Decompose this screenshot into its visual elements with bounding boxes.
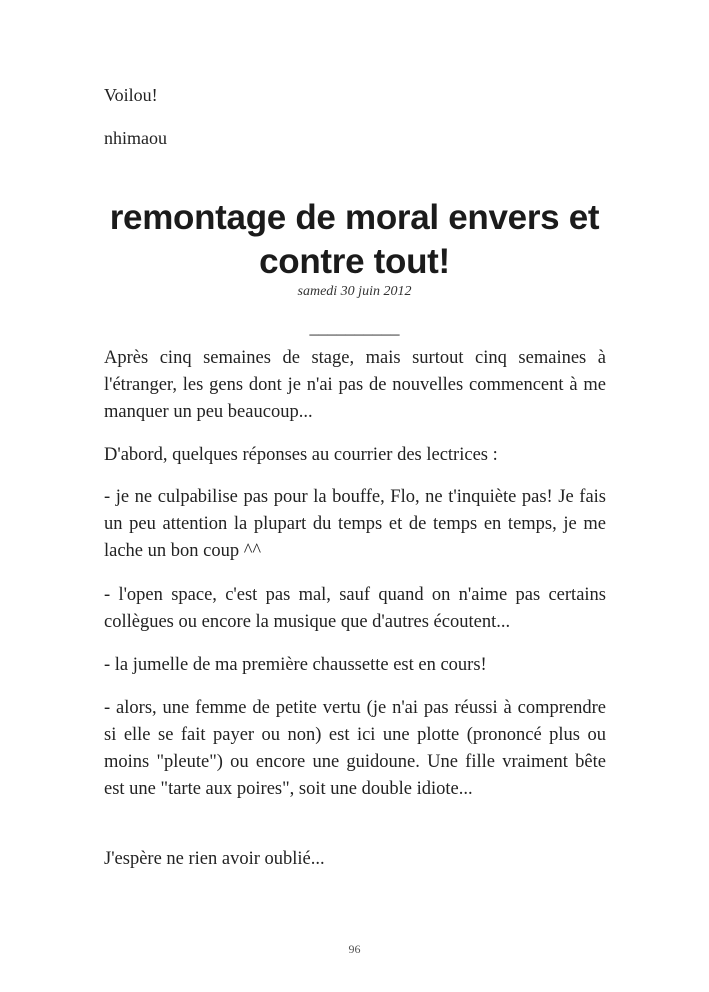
author-signature: nhimaou (104, 128, 167, 148)
closing-text: Voilou! (104, 85, 158, 105)
paragraph: - la jumelle de ma première chaussette est en cours! (104, 655, 487, 675)
paragraph: - alors, une femme de petite vertu (je n'ai pas réussi à comprendre si elle se fait payer ou non) est ici une plotte (prononcé plus ou moins "pleute") ou encore une guidoune. Une fille vraiment bête est une "tarte aux poires", soit une double idiote... (104, 698, 606, 799)
paragraph: - l'open space, c'est pas mal, sauf quand on n'aime pas certains collègues ou encore la musique que d'autres écoutent... (104, 585, 606, 632)
paragraph: D'abord, quelques réponses au courrier des lectrices : (104, 445, 498, 465)
post-date: samedi 30 juin 2012 (297, 284, 412, 299)
paragraph: J'espère ne rien avoir oublié... (104, 849, 325, 869)
page-number: 96 (348, 942, 361, 956)
post-title-line-2: contre tout! (259, 242, 450, 281)
post-title-line-1: remontage de moral envers et (109, 198, 600, 237)
separator: __________ (309, 317, 400, 337)
paragraph: Après cinq semaines de stage, mais surtout cinq semaines à l'étranger, les gens dont je n'ai pas de nouvelles commencent à me manquer un peu beaucoup... (104, 348, 606, 422)
paragraph: - je ne culpabilise pas pour la bouffe, Flo, ne t'inquiète pas! Je fais un peu attention la plupart du temps et de temps en temps, je me lache un bon coup ^^ (104, 487, 606, 561)
